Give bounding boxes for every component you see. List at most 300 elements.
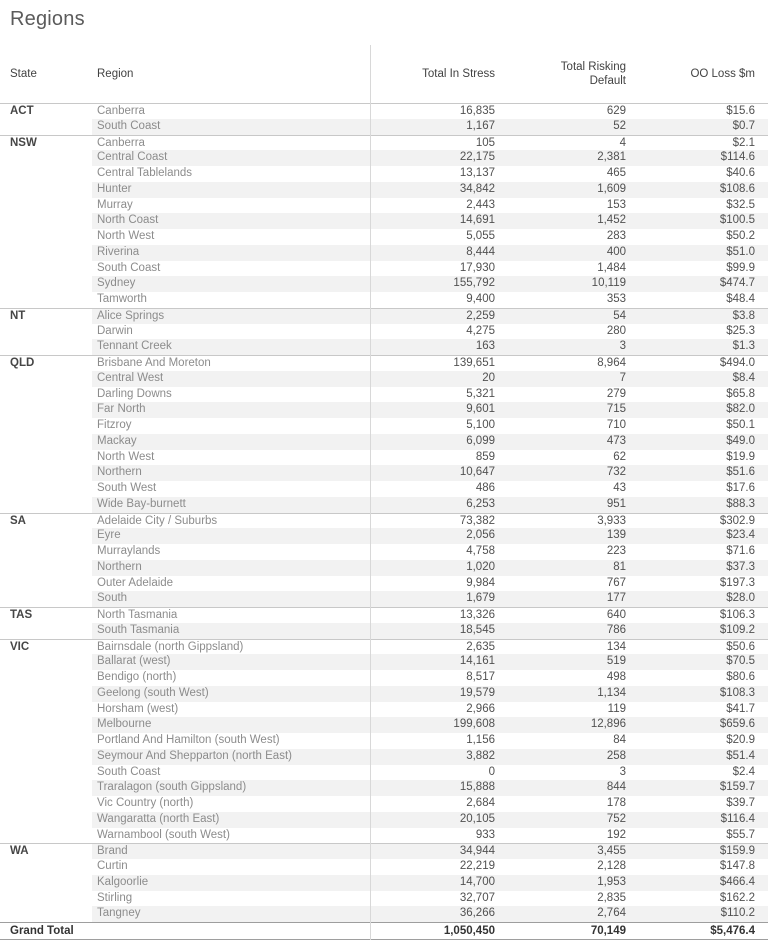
in-stress-cell[interactable]: 16,835: [459, 105, 495, 117]
region-cell[interactable]: Riverina: [97, 245, 140, 258]
in-stress-cell[interactable]: 10,647: [459, 466, 495, 479]
state-cell[interactable]: [0, 245, 92, 261]
oo-loss-cell[interactable]: $80.6: [726, 671, 755, 683]
oo-loss-cell[interactable]: $162.2: [719, 891, 755, 904]
in-stress-cell[interactable]: 1,020: [466, 560, 495, 573]
risking-default-cell[interactable]: 280: [606, 324, 626, 337]
region-cell[interactable]: Hunter: [97, 182, 132, 195]
risking-default-cell[interactable]: 10,119: [591, 277, 626, 290]
risking-default-cell[interactable]: 1,452: [597, 214, 626, 227]
region-cell[interactable]: North West: [97, 230, 155, 242]
risking-default-cell[interactable]: 640: [606, 609, 626, 621]
oo-loss-cell[interactable]: $1.3: [732, 340, 755, 353]
risking-default-cell[interactable]: 223: [606, 545, 626, 557]
state-cell[interactable]: [0, 465, 92, 481]
state-cell[interactable]: [0, 576, 92, 592]
risking-default-cell[interactable]: 2,381: [597, 151, 626, 164]
table-row[interactable]: [0, 717, 768, 733]
column-header-total-risking-default[interactable]: Total Risking Default: [560, 61, 626, 87]
in-stress-cell[interactable]: 13,326: [459, 609, 495, 621]
in-stress-cell[interactable]: 2,684: [466, 797, 495, 809]
state-cell[interactable]: [0, 686, 92, 702]
state-cell[interactable]: [0, 213, 92, 229]
table-row[interactable]: [0, 387, 768, 403]
oo-loss-cell[interactable]: $8.4: [732, 371, 755, 384]
region-cell[interactable]: Horsham (west): [97, 702, 179, 715]
risking-default-cell[interactable]: 153: [606, 198, 626, 211]
in-stress-cell[interactable]: 22,219: [459, 860, 495, 872]
risking-default-cell[interactable]: 283: [606, 230, 626, 242]
state-cell[interactable]: [0, 906, 92, 922]
oo-loss-cell[interactable]: $37.3: [726, 560, 755, 573]
table-row[interactable]: [0, 513, 768, 529]
risking-default-cell[interactable]: 2,835: [597, 891, 626, 904]
region-cell[interactable]: South: [97, 592, 128, 605]
risking-default-cell[interactable]: 192: [606, 828, 626, 841]
region-cell[interactable]: South Coast: [97, 261, 161, 274]
table-row[interactable]: [0, 906, 768, 922]
table-row[interactable]: [0, 591, 768, 607]
oo-loss-cell[interactable]: $108.3: [719, 686, 755, 699]
table-row[interactable]: [0, 481, 768, 497]
risking-default-cell[interactable]: 7: [619, 371, 626, 384]
state-cell[interactable]: VIC: [0, 640, 92, 655]
region-cell[interactable]: Curtin: [97, 860, 128, 872]
in-stress-cell[interactable]: 19,579: [459, 686, 495, 699]
oo-loss-cell[interactable]: $3.8: [732, 309, 755, 322]
table-row[interactable]: [0, 859, 768, 875]
region-cell[interactable]: South Coast: [97, 765, 161, 778]
table-row[interactable]: [0, 765, 768, 781]
oo-loss-cell[interactable]: $147.8: [719, 860, 755, 872]
state-cell[interactable]: [0, 229, 92, 245]
in-stress-cell[interactable]: 5,100: [466, 419, 495, 431]
risking-default-cell[interactable]: 400: [606, 245, 626, 258]
in-stress-cell[interactable]: 14,161: [459, 655, 495, 668]
state-cell[interactable]: [0, 261, 92, 277]
in-stress-cell[interactable]: 34,842: [459, 182, 495, 195]
in-stress-cell[interactable]: 3,882: [466, 749, 495, 762]
risking-default-cell[interactable]: 844: [606, 781, 626, 794]
oo-loss-cell[interactable]: $0.7: [732, 119, 755, 132]
region-cell[interactable]: Wangaratta (north East): [97, 812, 220, 825]
state-cell[interactable]: [0, 733, 92, 749]
table-row[interactable]: [0, 229, 768, 245]
risking-default-cell[interactable]: 3: [619, 340, 626, 353]
in-stress-cell[interactable]: 2,259: [466, 309, 495, 322]
risking-default-cell[interactable]: 81: [613, 560, 626, 573]
state-cell[interactable]: [0, 450, 92, 466]
region-cell[interactable]: Darling Downs: [97, 387, 172, 400]
region-cell[interactable]: Traralagon (south Gippsland): [97, 781, 247, 794]
risking-default-cell[interactable]: 12,896: [590, 718, 626, 731]
region-cell[interactable]: Murray: [97, 198, 133, 211]
oo-loss-cell[interactable]: $71.6: [726, 545, 755, 557]
oo-loss-cell[interactable]: $494.0: [719, 357, 755, 369]
table-row[interactable]: [0, 733, 768, 749]
oo-loss-cell[interactable]: $51.0: [726, 245, 755, 258]
state-cell[interactable]: [0, 324, 92, 340]
table-row[interactable]: [0, 182, 768, 198]
state-cell[interactable]: [0, 481, 92, 497]
region-cell[interactable]: North Coast: [97, 214, 159, 227]
table-row[interactable]: [0, 560, 768, 576]
table-row[interactable]: [0, 198, 768, 214]
oo-loss-cell[interactable]: $2.4: [732, 765, 755, 778]
region-cell[interactable]: Brisbane And Moreton: [97, 357, 211, 369]
oo-loss-cell[interactable]: $19.9: [726, 450, 755, 463]
in-stress-cell[interactable]: 2,443: [466, 198, 495, 211]
oo-loss-cell[interactable]: $82.0: [726, 403, 755, 416]
table-row[interactable]: [0, 576, 768, 592]
in-stress-cell[interactable]: 18,545: [459, 623, 495, 636]
risking-default-cell[interactable]: 8,964: [597, 357, 626, 369]
region-cell[interactable]: Northern: [97, 466, 142, 479]
risking-default-cell[interactable]: 279: [606, 387, 626, 400]
oo-loss-cell[interactable]: $51.4: [726, 749, 755, 762]
state-cell[interactable]: [0, 119, 92, 135]
in-stress-cell[interactable]: 36,266: [459, 907, 495, 920]
oo-loss-cell[interactable]: $70.5: [726, 655, 755, 668]
risking-default-cell[interactable]: 498: [606, 671, 626, 683]
state-cell[interactable]: [0, 371, 92, 387]
in-stress-cell[interactable]: 2,635: [466, 640, 495, 653]
in-stress-cell[interactable]: 9,984: [466, 576, 495, 589]
region-cell[interactable]: Brand: [97, 845, 128, 858]
oo-loss-cell[interactable]: $55.7: [726, 828, 755, 841]
in-stress-cell[interactable]: 2,966: [466, 702, 495, 715]
table-row[interactable]: [0, 292, 768, 308]
oo-loss-cell[interactable]: $159.9: [719, 845, 755, 858]
table-row[interactable]: [0, 418, 768, 434]
state-cell[interactable]: WA: [0, 844, 92, 859]
oo-loss-cell[interactable]: $28.0: [726, 592, 755, 605]
risking-default-cell[interactable]: 353: [606, 293, 626, 305]
table-row[interactable]: [0, 465, 768, 481]
region-cell[interactable]: Melbourne: [97, 718, 152, 731]
risking-default-cell[interactable]: 2,128: [597, 860, 626, 872]
state-cell[interactable]: [0, 434, 92, 450]
risking-default-cell[interactable]: 134: [606, 640, 626, 653]
table-row[interactable]: [0, 891, 768, 907]
state-cell[interactable]: SA: [0, 514, 92, 529]
state-cell[interactable]: QLD: [0, 356, 92, 371]
in-stress-cell[interactable]: 9,400: [466, 293, 495, 305]
in-stress-cell[interactable]: 859: [475, 450, 495, 463]
risking-default-cell[interactable]: 3,455: [597, 845, 626, 858]
region-cell[interactable]: Far North: [97, 403, 146, 416]
table-row[interactable]: [0, 686, 768, 702]
in-stress-cell[interactable]: 20: [482, 371, 495, 384]
risking-default-cell[interactable]: 1,484: [597, 261, 626, 274]
region-cell[interactable]: Seymour And Shepparton (north East): [97, 749, 292, 762]
region-cell[interactable]: Murraylands: [97, 545, 161, 557]
table-row[interactable]: [0, 103, 768, 119]
table-row[interactable]: [0, 339, 768, 355]
region-cell[interactable]: Adelaide City / Suburbs: [97, 514, 218, 527]
in-stress-cell[interactable]: 8,444: [466, 245, 495, 258]
state-cell[interactable]: [0, 765, 92, 781]
state-cell[interactable]: [0, 276, 92, 292]
table-row[interactable]: [0, 371, 768, 387]
risking-default-cell[interactable]: 3,933: [597, 514, 626, 527]
in-stress-cell[interactable]: 5,321: [466, 387, 495, 400]
risking-default-cell[interactable]: 951: [606, 497, 626, 510]
in-stress-cell[interactable]: 4,275: [466, 324, 495, 337]
table-row[interactable]: [0, 875, 768, 891]
risking-default-cell[interactable]: 710: [606, 419, 626, 431]
in-stress-cell[interactable]: 1,679: [466, 592, 495, 605]
table-row[interactable]: [0, 623, 768, 639]
state-cell[interactable]: [0, 292, 92, 308]
in-stress-cell[interactable]: 8,517: [466, 671, 495, 683]
in-stress-cell[interactable]: 1,156: [466, 734, 495, 746]
state-cell[interactable]: [0, 528, 92, 544]
grand-total-row[interactable]: [0, 922, 768, 940]
table-row[interactable]: [0, 276, 768, 292]
region-cell[interactable]: Sydney: [97, 277, 136, 290]
oo-loss-cell[interactable]: $109.2: [719, 623, 755, 636]
region-cell[interactable]: Fitzroy: [97, 419, 132, 431]
risking-default-cell[interactable]: 732: [606, 466, 626, 479]
oo-loss-cell[interactable]: $40.6: [726, 167, 755, 179]
table-row[interactable]: [0, 166, 768, 182]
region-cell[interactable]: Canberra: [97, 105, 145, 117]
table-row[interactable]: [0, 402, 768, 418]
table-row[interactable]: [0, 702, 768, 718]
risking-default-cell[interactable]: 258: [606, 749, 626, 762]
oo-loss-cell[interactable]: $17.6: [726, 482, 755, 494]
table-row[interactable]: [0, 450, 768, 466]
region-cell[interactable]: Tennant Creek: [97, 340, 172, 353]
state-cell[interactable]: [0, 859, 92, 875]
oo-loss-cell[interactable]: $48.4: [726, 293, 755, 305]
table-row[interactable]: [0, 828, 768, 844]
in-stress-cell[interactable]: 933: [475, 828, 495, 841]
risking-default-cell[interactable]: 139: [606, 529, 626, 542]
oo-loss-cell[interactable]: $25.3: [726, 324, 755, 337]
in-stress-cell[interactable]: 1,167: [466, 119, 495, 132]
region-cell[interactable]: Stirling: [97, 891, 133, 904]
region-cell[interactable]: North West: [97, 450, 155, 463]
risking-default-cell[interactable]: 52: [613, 119, 626, 132]
state-cell[interactable]: [0, 654, 92, 670]
region-cell[interactable]: South West: [97, 482, 157, 494]
table-row[interactable]: [0, 434, 768, 450]
in-stress-cell[interactable]: 20,105: [459, 812, 495, 825]
state-cell[interactable]: TAS: [0, 608, 92, 623]
risking-default-cell[interactable]: 752: [606, 812, 626, 825]
in-stress-cell[interactable]: 34,944: [459, 845, 495, 858]
column-header-total-in-stress[interactable]: Total In Stress: [422, 68, 495, 80]
oo-loss-cell[interactable]: $49.0: [726, 434, 755, 447]
region-cell[interactable]: Central Tablelands: [97, 167, 193, 179]
oo-loss-cell[interactable]: $474.7: [719, 277, 755, 290]
oo-loss-cell[interactable]: $41.7: [726, 702, 755, 715]
oo-loss-cell[interactable]: $99.9: [726, 261, 755, 274]
state-cell[interactable]: NSW: [0, 136, 92, 151]
in-stress-cell[interactable]: 139,651: [453, 357, 495, 369]
in-stress-cell[interactable]: 9,601: [466, 403, 495, 416]
state-cell[interactable]: [0, 497, 92, 513]
oo-loss-cell[interactable]: $50.2: [726, 230, 755, 242]
table-row[interactable]: [0, 639, 768, 655]
in-stress-cell[interactable]: 32,707: [459, 891, 495, 904]
column-header-state[interactable]: State: [0, 67, 92, 81]
risking-default-cell[interactable]: 84: [613, 734, 626, 746]
risking-default-cell[interactable]: 3: [619, 765, 626, 778]
risking-default-cell[interactable]: 62: [613, 450, 626, 463]
in-stress-cell[interactable]: 105: [475, 136, 495, 149]
oo-loss-cell[interactable]: $2.1: [732, 136, 755, 149]
in-stress-cell[interactable]: 199,608: [453, 718, 495, 731]
region-cell[interactable]: Bairnsdale (north Gippsland): [97, 640, 244, 653]
in-stress-cell[interactable]: 14,691: [459, 214, 495, 227]
oo-loss-cell[interactable]: $108.6: [719, 182, 755, 195]
table-row[interactable]: [0, 308, 768, 324]
column-header-oo-loss[interactable]: OO Loss $m: [690, 68, 755, 80]
region-cell[interactable]: Kalgoorlie: [97, 875, 149, 888]
oo-loss-cell[interactable]: $23.4: [726, 529, 755, 542]
state-cell[interactable]: [0, 182, 92, 198]
state-cell[interactable]: ACT: [0, 104, 92, 119]
region-cell[interactable]: Wide Bay-burnett: [97, 497, 186, 510]
oo-loss-cell[interactable]: $106.3: [719, 609, 755, 621]
region-cell[interactable]: Vic Country (north): [97, 797, 194, 809]
table-row[interactable]: [0, 780, 768, 796]
table-row[interactable]: [0, 119, 768, 135]
oo-loss-cell[interactable]: $466.4: [719, 875, 755, 888]
state-cell[interactable]: [0, 150, 92, 166]
state-cell[interactable]: [0, 670, 92, 686]
state-cell[interactable]: [0, 339, 92, 355]
table-row[interactable]: [0, 324, 768, 340]
risking-default-cell[interactable]: 43: [613, 482, 626, 494]
risking-default-cell[interactable]: 473: [606, 434, 626, 447]
oo-loss-cell[interactable]: $32.5: [726, 198, 755, 211]
state-cell[interactable]: [0, 402, 92, 418]
state-cell[interactable]: [0, 875, 92, 891]
in-stress-cell[interactable]: 5,055: [466, 230, 495, 242]
state-cell[interactable]: [0, 591, 92, 607]
oo-loss-cell[interactable]: $15.6: [726, 105, 755, 117]
oo-loss-cell[interactable]: $114.6: [720, 151, 755, 164]
region-cell[interactable]: Central Coast: [97, 151, 168, 164]
table-row[interactable]: [0, 528, 768, 544]
table-row[interactable]: [0, 843, 768, 859]
state-cell[interactable]: [0, 166, 92, 182]
risking-default-cell[interactable]: 54: [613, 309, 626, 322]
oo-loss-cell[interactable]: $100.5: [719, 214, 755, 227]
oo-loss-cell[interactable]: $51.6: [726, 466, 755, 479]
oo-loss-cell[interactable]: $110.2: [720, 907, 755, 920]
region-cell[interactable]: Warnambool (south West): [97, 828, 230, 841]
region-cell[interactable]: Bendigo (north): [97, 671, 177, 683]
risking-default-cell[interactable]: 177: [606, 592, 626, 605]
region-cell[interactable]: Tamworth: [97, 293, 147, 305]
table-row[interactable]: [0, 497, 768, 513]
table-row[interactable]: [0, 150, 768, 166]
in-stress-cell[interactable]: 73,382: [459, 514, 495, 527]
risking-default-cell[interactable]: 465: [606, 167, 626, 179]
oo-loss-cell[interactable]: $659.6: [719, 718, 755, 731]
region-cell[interactable]: North Tasmania: [97, 609, 178, 621]
state-cell[interactable]: [0, 780, 92, 796]
risking-default-cell[interactable]: 715: [606, 403, 626, 416]
in-stress-cell[interactable]: 22,175: [459, 151, 495, 164]
risking-default-cell[interactable]: 767: [606, 576, 626, 589]
oo-loss-cell[interactable]: $20.9: [726, 734, 755, 746]
state-cell[interactable]: [0, 717, 92, 733]
table-row[interactable]: [0, 654, 768, 670]
risking-default-cell[interactable]: 629: [606, 105, 626, 117]
state-cell[interactable]: [0, 702, 92, 718]
region-cell[interactable]: South Coast: [97, 119, 161, 132]
region-cell[interactable]: Outer Adelaide: [97, 576, 174, 589]
risking-default-cell[interactable]: 4: [619, 136, 626, 149]
state-cell[interactable]: [0, 544, 92, 560]
oo-loss-cell[interactable]: $302.9: [719, 514, 755, 527]
state-cell[interactable]: [0, 891, 92, 907]
region-cell[interactable]: Geelong (south West): [97, 686, 209, 699]
table-row[interactable]: [0, 796, 768, 812]
risking-default-cell[interactable]: 786: [606, 623, 626, 636]
region-cell[interactable]: Tangney: [97, 907, 141, 920]
state-cell[interactable]: [0, 418, 92, 434]
in-stress-cell[interactable]: 155,792: [453, 277, 495, 290]
oo-loss-cell[interactable]: $159.7: [719, 781, 755, 794]
in-stress-cell[interactable]: 15,888: [459, 781, 495, 794]
table-row[interactable]: [0, 812, 768, 828]
oo-loss-cell[interactable]: $88.3: [726, 497, 755, 510]
oo-loss-cell[interactable]: $197.3: [719, 576, 755, 589]
in-stress-cell[interactable]: 163: [475, 340, 495, 353]
risking-default-cell[interactable]: 1,609: [597, 182, 626, 195]
region-cell[interactable]: Mackay: [97, 434, 137, 447]
oo-loss-cell[interactable]: $65.8: [726, 387, 755, 400]
state-cell[interactable]: [0, 828, 92, 844]
in-stress-cell[interactable]: 14,700: [459, 875, 495, 888]
region-cell[interactable]: Alice Springs: [97, 309, 165, 322]
state-cell[interactable]: [0, 812, 92, 828]
in-stress-cell[interactable]: 486: [475, 482, 495, 494]
table-row[interactable]: [0, 245, 768, 261]
in-stress-cell[interactable]: 4,758: [466, 545, 495, 557]
table-row[interactable]: [0, 213, 768, 229]
table-row[interactable]: [0, 261, 768, 277]
state-cell[interactable]: [0, 198, 92, 214]
region-cell[interactable]: Ballarat (west): [97, 655, 171, 668]
region-cell[interactable]: Central West: [97, 371, 164, 384]
state-cell[interactable]: NT: [0, 309, 92, 324]
in-stress-cell[interactable]: 6,253: [466, 497, 495, 510]
table-row[interactable]: [0, 749, 768, 765]
risking-default-cell[interactable]: 1,953: [597, 875, 626, 888]
region-cell[interactable]: Eyre: [97, 529, 121, 542]
in-stress-cell[interactable]: 6,099: [466, 434, 495, 447]
in-stress-cell[interactable]: 17,930: [459, 261, 495, 274]
state-cell[interactable]: [0, 560, 92, 576]
table-row[interactable]: [0, 670, 768, 686]
region-cell[interactable]: Northern: [97, 560, 142, 573]
oo-loss-cell[interactable]: $50.1: [726, 419, 755, 431]
risking-default-cell[interactable]: 1,134: [597, 686, 626, 699]
in-stress-cell[interactable]: 2,056: [466, 529, 495, 542]
in-stress-cell[interactable]: 13,137: [459, 167, 495, 179]
risking-default-cell[interactable]: 119: [607, 702, 626, 715]
risking-default-cell[interactable]: 2,764: [597, 907, 626, 920]
table-row[interactable]: [0, 135, 768, 151]
